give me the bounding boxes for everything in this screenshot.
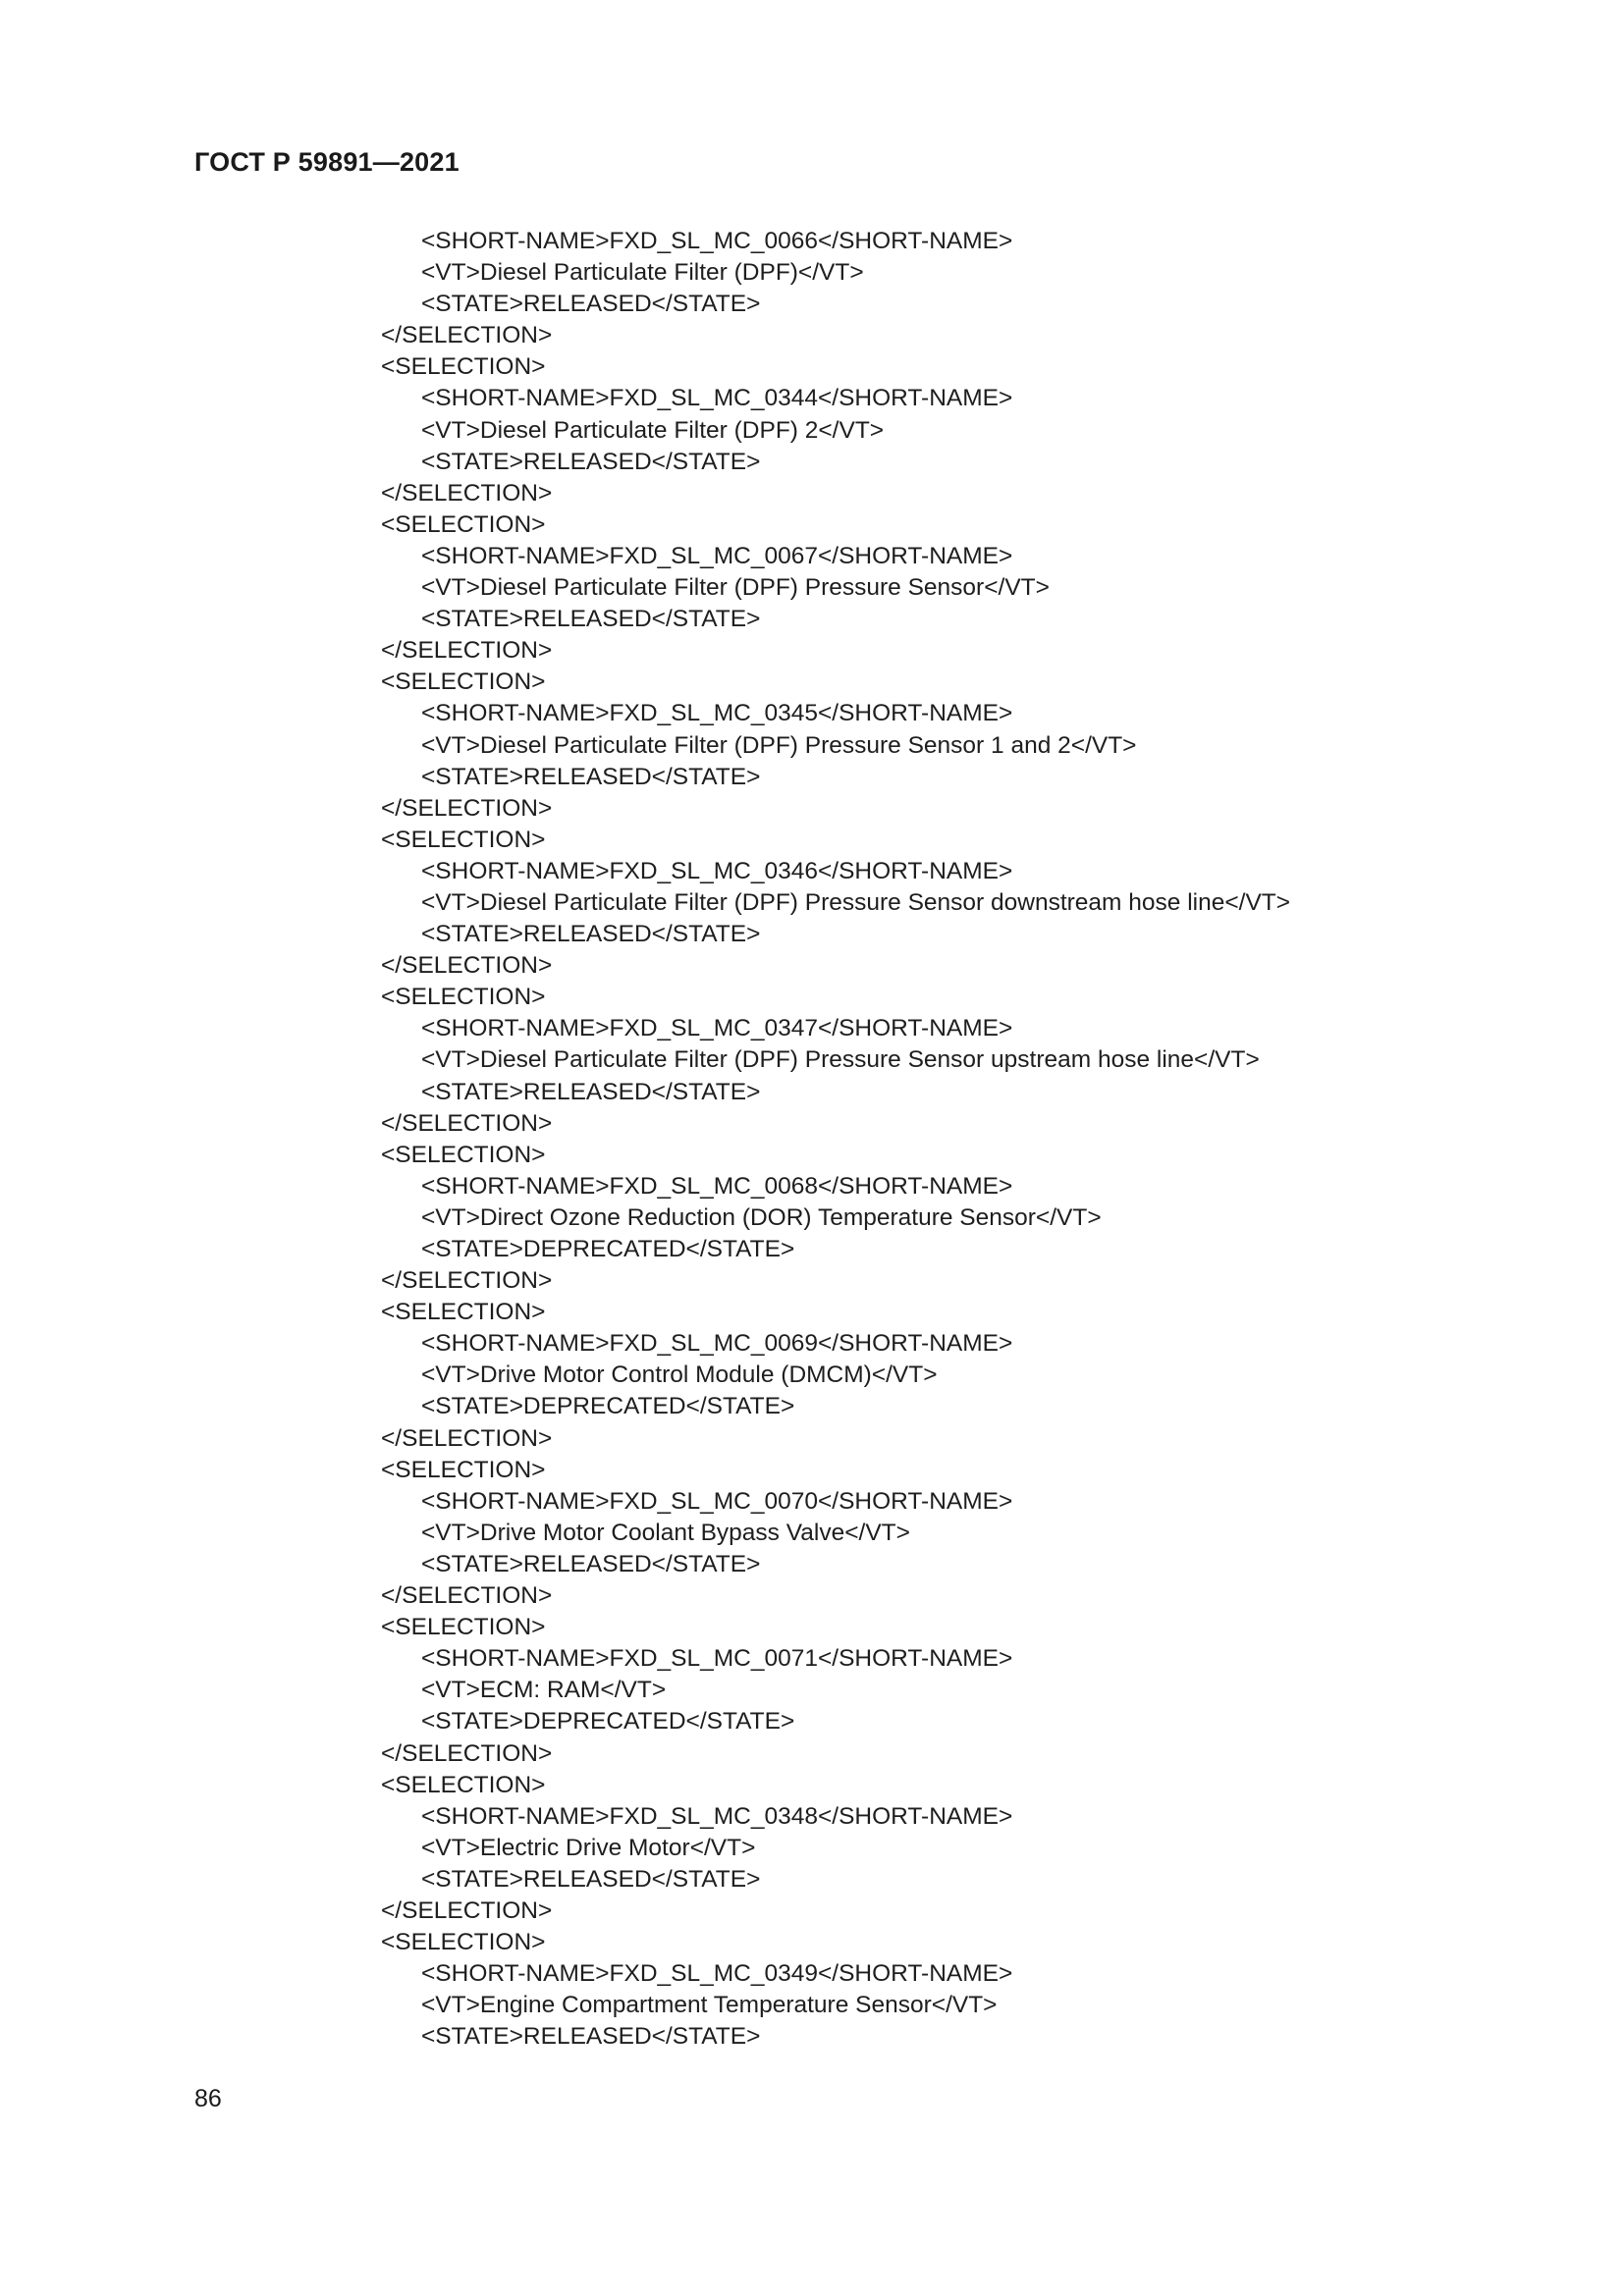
code-line: </SELECTION> <box>381 1896 553 1924</box>
code-line: <SHORT-NAME>FXD_SL_MC_0067</SHORT-NAME> <box>421 542 1013 569</box>
code-line: <VT>Diesel Particulate Filter (DPF)</VT> <box>421 259 864 287</box>
code-line: <STATE>RELEASED</STATE> <box>421 1078 761 1105</box>
code-line: </SELECTION> <box>381 322 553 349</box>
code-line: </SELECTION> <box>381 637 553 665</box>
code-line: <VT>Electric Drive Motor</VT> <box>421 1834 756 1861</box>
code-line: <VT>Direct Ozone Reduction (DOR) Temperature Sensor</VT> <box>421 1203 1102 1231</box>
code-line: <SELECTION> <box>381 1771 546 1798</box>
code-line: <STATE>DEPRECATED</STATE> <box>421 1393 795 1420</box>
code-line: <SELECTION> <box>381 510 546 538</box>
code-line: <SELECTION> <box>381 353 546 381</box>
code-line: <STATE>RELEASED</STATE> <box>421 763 761 790</box>
code-line: <SHORT-NAME>FXD_SL_MC_0346</SHORT-NAME> <box>421 857 1013 884</box>
code-line: <SELECTION> <box>381 1456 546 1483</box>
code-line: </SELECTION> <box>381 1582 553 1610</box>
code-line: <VT>Diesel Particulate Filter (DPF) Pressure Sensor upstream hose line</VT> <box>421 1046 1260 1074</box>
code-line: <VT>Drive Motor Control Module (DMCM)</VT> <box>421 1362 938 1389</box>
code-line: </SELECTION> <box>381 1424 553 1452</box>
code-line: </SELECTION> <box>381 1109 553 1137</box>
code-line: <VT>Diesel Particulate Filter (DPF) 2</VT> <box>421 416 885 444</box>
code-line: <SHORT-NAME>FXD_SL_MC_0348</SHORT-NAME> <box>421 1802 1013 1830</box>
code-line: <SHORT-NAME>FXD_SL_MC_0071</SHORT-NAME> <box>421 1645 1013 1673</box>
code-line: </SELECTION> <box>381 479 553 507</box>
code-line: <VT>Drive Motor Coolant Bypass Valve</VT> <box>421 1519 910 1546</box>
code-line: <STATE>RELEASED</STATE> <box>421 921 761 948</box>
code-line: <SELECTION> <box>381 826 546 853</box>
code-line: <STATE>RELEASED</STATE> <box>421 1550 761 1577</box>
code-line: <VT>Diesel Particulate Filter (DPF) Pressure Sensor</VT> <box>421 574 1050 602</box>
code-line: <STATE>RELEASED</STATE> <box>421 291 761 318</box>
code-line: <SHORT-NAME>FXD_SL_MC_0344</SHORT-NAME> <box>421 385 1013 412</box>
code-line: <SHORT-NAME>FXD_SL_MC_0070</SHORT-NAME> <box>421 1487 1013 1515</box>
code-line: <STATE>RELEASED</STATE> <box>421 448 761 475</box>
code-line: <VT>ECM: RAM</VT> <box>421 1677 667 1704</box>
code-line: <STATE>RELEASED</STATE> <box>421 606 761 633</box>
code-line: <STATE>DEPRECATED</STATE> <box>421 1708 795 1735</box>
code-line: <SHORT-NAME>FXD_SL_MC_0066</SHORT-NAME> <box>421 228 1013 254</box>
code-line: <SHORT-NAME>FXD_SL_MC_0349</SHORT-NAME> <box>421 1960 1013 1988</box>
code-line: <SELECTION> <box>381 668 546 696</box>
code-line: </SELECTION> <box>381 952 553 980</box>
code-line: <SHORT-NAME>FXD_SL_MC_0069</SHORT-NAME> <box>421 1330 1013 1358</box>
code-line: <SHORT-NAME>FXD_SL_MC_0068</SHORT-NAME> <box>421 1172 1013 1200</box>
code-line: </SELECTION> <box>381 1739 553 1767</box>
code-line: <SELECTION> <box>381 1614 546 1641</box>
code-line: <SHORT-NAME>FXD_SL_MC_0345</SHORT-NAME> <box>421 700 1013 727</box>
code-line: <SELECTION> <box>381 984 546 1011</box>
code-line: <SHORT-NAME>FXD_SL_MC_0347</SHORT-NAME> <box>421 1015 1013 1042</box>
code-line: <STATE>DEPRECATED</STATE> <box>421 1236 795 1262</box>
code-line: <VT>Engine Compartment Temperature Sensor</VT> <box>421 1992 998 2019</box>
code-line: <VT>Diesel Particulate Filter (DPF) Pressure Sensor downstream hose line</VT> <box>421 888 1291 916</box>
code-line: <STATE>RELEASED</STATE> <box>421 1865 761 1893</box>
document-header: ГОСТ Р 59891—2021 <box>194 147 460 177</box>
code-line: <STATE>RELEASED</STATE> <box>421 2023 761 2051</box>
xml-code-listing <box>381 226 1290 2053</box>
code-line: <SELECTION> <box>381 1141 546 1168</box>
code-line: </SELECTION> <box>381 1267 553 1295</box>
code-line: </SELECTION> <box>381 794 553 822</box>
code-line: <SELECTION> <box>381 1929 546 1956</box>
code-line: <VT>Diesel Particulate Filter (DPF) Pressure Sensor 1 and 2</VT> <box>421 731 1137 759</box>
code-line: <SELECTION> <box>381 1299 546 1326</box>
page-number: 86 <box>194 2085 222 2112</box>
